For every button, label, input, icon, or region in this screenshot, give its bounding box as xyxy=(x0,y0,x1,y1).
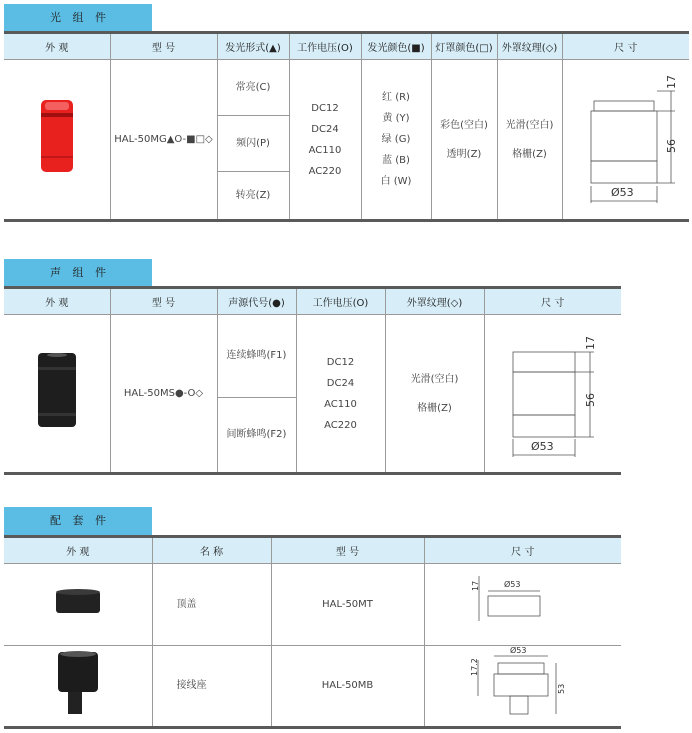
source-continuous: 连续蜂鸣(F1) xyxy=(217,315,296,398)
sound-dimension-svg xyxy=(498,317,608,462)
product-image-light xyxy=(4,60,110,221)
mode-steady: 常亮(C) xyxy=(217,60,289,116)
col-name: 名 称 xyxy=(152,537,271,564)
tab-sound-component: 声 组 件 xyxy=(4,259,152,287)
col-model: 型 号 xyxy=(271,537,424,564)
col-texture: 外罩纹理(◇) xyxy=(497,33,562,60)
header-row xyxy=(4,33,689,60)
source-intermittent: 间断蜂鸣(F2) xyxy=(217,398,296,474)
col-voltage: 工作电压(O) xyxy=(289,33,361,60)
tab-light-component: 光 组 件 xyxy=(4,4,152,32)
svg-text:53: 53 xyxy=(556,683,566,694)
svg-text:56: 56 xyxy=(583,393,597,407)
svg-text:17: 17 xyxy=(583,336,597,350)
table-row xyxy=(4,646,621,728)
svg-text:Ø53: Ø53 xyxy=(509,646,527,655)
light-component-table xyxy=(4,31,689,222)
voltage-list: DC12 DC24 AC110 AC220 xyxy=(296,315,385,474)
col-light-mode: 发光形式(▲) xyxy=(217,33,289,60)
model-code: HAL-50MG▲O-■□◇ xyxy=(110,60,217,221)
col-appearance: 外 观 xyxy=(4,288,110,315)
buzzer-module-image xyxy=(32,345,82,435)
product-image-sound xyxy=(4,315,110,474)
texture-list: 光滑(空白) 格栅(Z) xyxy=(385,315,484,474)
col-source: 声源代号(●) xyxy=(217,288,296,315)
mode-rotate: 转亮(Z) xyxy=(217,172,289,221)
col-light-color: 发光颜色(■) xyxy=(361,33,431,60)
col-size: 尺 寸 xyxy=(562,33,689,60)
dimension-drawing xyxy=(484,315,621,474)
mode-flash: 频闪(P) xyxy=(217,116,289,172)
accessories-table xyxy=(4,535,621,729)
col-appearance: 外 观 xyxy=(4,537,152,564)
accessory-name: 顶盖 xyxy=(152,564,271,646)
col-model: 型 号 xyxy=(110,288,217,315)
header-row xyxy=(4,288,621,315)
sound-component-table xyxy=(4,286,621,475)
svg-text:17: 17 xyxy=(664,74,678,89)
table-row xyxy=(4,564,621,646)
svg-text:56: 56 xyxy=(664,138,678,153)
svg-text:Ø53: Ø53 xyxy=(530,440,554,453)
col-appearance: 外 观 xyxy=(4,33,110,60)
col-size: 尺 寸 xyxy=(424,537,621,564)
dimension-drawing xyxy=(424,564,621,646)
light-dimension-svg xyxy=(571,61,681,211)
col-texture: 外罩纹理(◇) xyxy=(385,288,484,315)
dimension-drawing xyxy=(424,646,621,728)
color-list: 红 (R) 黄 (Y) 绿 (G) 蓝 (B) 白 (W) xyxy=(361,60,431,221)
cover-color-list: 彩色(空白) 透明(Z) xyxy=(431,60,497,221)
accessory-model: HAL-50MT xyxy=(271,564,424,646)
dimension-drawing xyxy=(562,60,689,221)
header-row xyxy=(4,537,621,564)
col-voltage: 工作电压(O) xyxy=(296,288,385,315)
col-cover-color: 灯罩颜色(□) xyxy=(431,33,497,60)
svg-text:17.2: 17.2 xyxy=(469,658,479,676)
tab-accessories: 配 套 件 xyxy=(4,507,152,535)
texture-list: 光滑(空白) 格栅(Z) xyxy=(497,60,562,221)
accessory-model: HAL-50MB xyxy=(271,646,424,728)
svg-text:Ø53: Ø53 xyxy=(503,579,521,589)
model-code: HAL-50MS●-O◇ xyxy=(110,315,217,474)
col-model: 型 号 xyxy=(110,33,217,60)
top-cap-image xyxy=(4,564,152,646)
terminal-base-image xyxy=(4,646,152,728)
col-size: 尺 寸 xyxy=(484,288,621,315)
red-light-module-image xyxy=(37,96,77,176)
voltage-list: DC12 DC24 AC110 AC220 xyxy=(289,60,361,221)
svg-text:Ø53: Ø53 xyxy=(610,185,634,199)
accessory-name: 接线座 xyxy=(152,646,271,728)
svg-text:17: 17 xyxy=(470,580,480,591)
